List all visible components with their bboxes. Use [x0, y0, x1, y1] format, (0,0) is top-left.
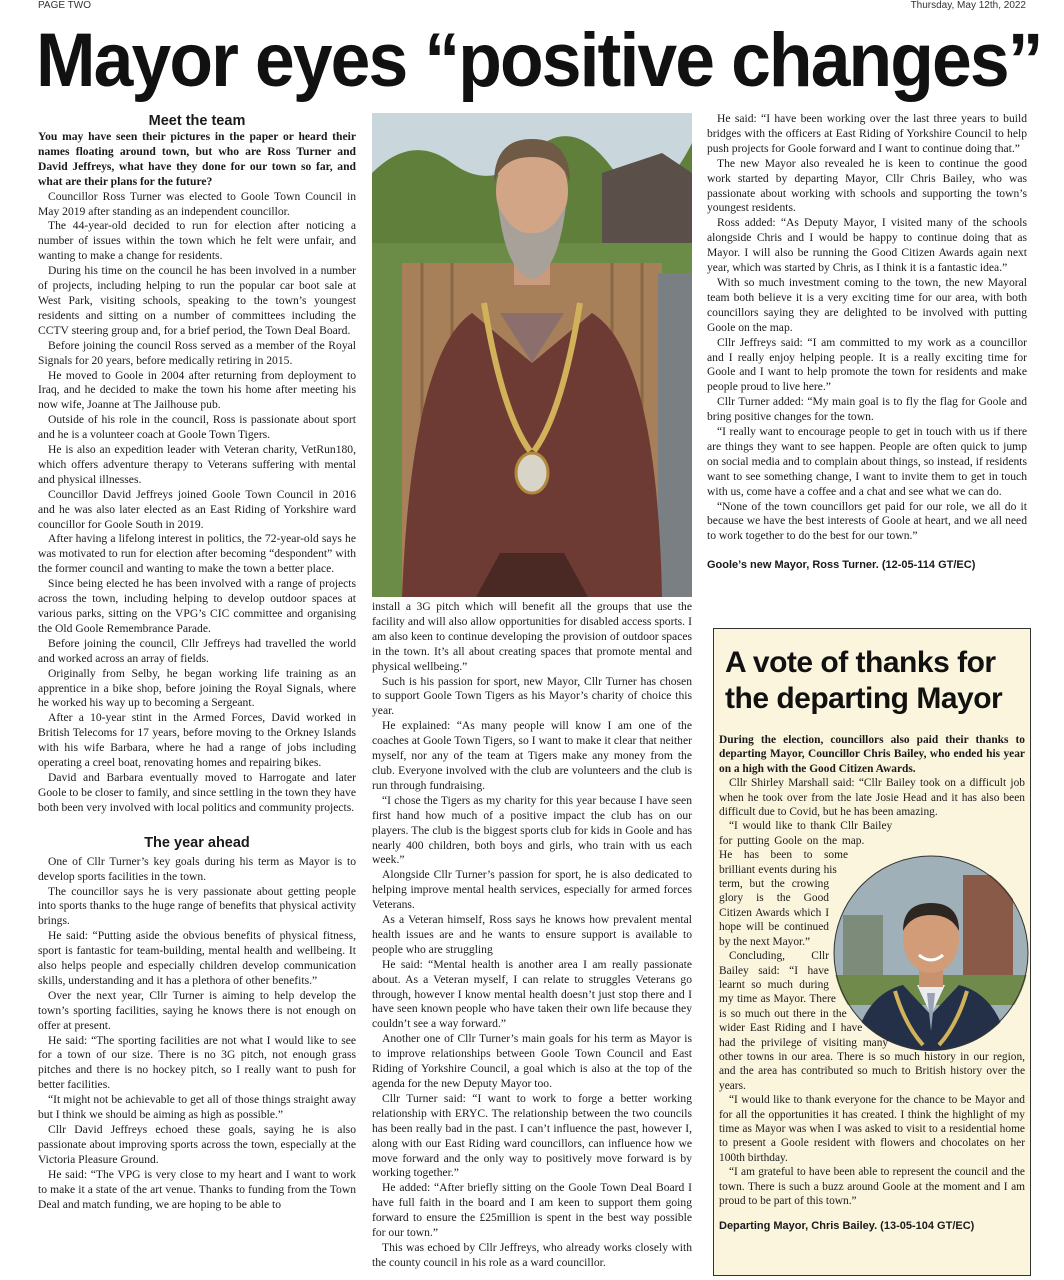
paragraph: “I really want to encourage people to get in touch with us if there are things they want to see happen. People are often quick to jump on social media and to complain about things, so instead, if residents want to see something change, I want to invite them to get in touch with us, come have a coffee and a chat and see what we can do. [707, 425, 1027, 498]
mayor-ross-turner-photo [372, 113, 692, 597]
box-photo-caption: Departing Mayor, Chris Bailey. (13-05-104 GT/EC) [719, 1220, 975, 1233]
paragraph: With so much investment coming to the town, the new Mayoral team both believe it is a very exciting time for our area, with both councillors saying they are delighted to be involved with putting Goole on the map. [707, 275, 1027, 334]
paragraph: He said: “The VPG is very close to my heart and I want to work to make it a state of the art venue. Thanks to funding from the Town Deal and match funding, we are hoping to be able to [38, 1167, 356, 1211]
departing-mayor-portrait-illustration [833, 855, 1029, 1051]
chris-bailey-photo [833, 855, 1029, 1051]
mayor-portrait-illustration [372, 113, 692, 597]
paragraph: Alongside Cllr Turner’s passion for sport, he is also dedicated to helping improve mental health services, especially for armed forces Veterans. [372, 868, 692, 912]
paragraph: This was echoed by Cllr Jeffreys, who already works closely with the county council in his role as a ward councillor. [372, 1240, 692, 1269]
paragraph: He added: “After briefly sitting on the Goole Town Deal Board I have full faith in the board and I am keen to support them going forward to ensure the £25million is spent in the best way possible for our town.” [372, 1181, 692, 1240]
paragraph: Concluding, Cllr Bailey said: “I have learnt so much during my time as Mayor. There is so much out there in the wider East Riding and I have had the privilege of visiting many other towns in our area. There is so much history in our region, and the area has contributed so much to British history over the years. [719, 950, 1025, 1092]
paragraph: After having a lifelong interest in politics, the 72-year-old says he was motivated to run for election after becoming “despondent” with the former council and wanting to make the town a better place. [38, 532, 356, 576]
vote-of-thanks-box [713, 628, 1031, 1276]
paragraph: After a 10-year stint in the Armed Forces, David worked in British Telecoms for 17 years, before moving to the Orkney Islands with his wife Barbara, where he had a range of jobs including operating a creel boat, renovating homes and repairing bikes. [38, 711, 356, 770]
paragraph: During his time on the council he has been involved in a number of projects, including helping to run the popular car boot sale at West Park, visiting schools, speaking to the town’s youngest residents and sitting on a number of committees including the CCTV steering group and, for a brief period, the Town Deal Board. [38, 264, 356, 337]
paragraph: The councillor says he is very passionate about getting people into sports thanks to the huge range of benefits that physical activity brings. [38, 884, 356, 928]
paragraph: Since being elected he has been involved with a range of projects across the town, including helping to develop outdoor spaces at various parks, sitting on the VPG’s CIC committee and organising the Old Goole Remembrance Parade. [38, 577, 356, 635]
box-body [719, 733, 1025, 1208]
box-headline [725, 645, 1025, 717]
paragraph: He said: “Mental health is another area I am really passionate about. As a Veteran myself, I can relate to struggles Veterans go through, however I know mental health doesn’t just stop there and I have seen known people who have taken their own life because they couldn’t see a way forward.” [372, 957, 692, 1031]
paragraph: David and Barbara eventually moved to Harrogate and later Goole to be closer to family, and since settling in the town they have both been very involved with local politics and community projects. [38, 770, 356, 814]
paragraph: He explained: “As many people will know I am one of the coaches at Goole Town Tigers, so I want to make it clear that neither myself, nor any of the team at Tigers make any money from the club. Everyone involved with the club are volunteers and the club is run through fundraising. [372, 719, 692, 792]
paragraph: Cllr Jeffreys said: “I am committed to my work as a councillor and I really enjoy helping people. It is a really exciting time for Goole and I want to help promote the town for residents and make people proud to live here.” [707, 335, 1027, 394]
paragraph: Before joining the council Ross served as a member of the Royal Signals for 20 years, before medically retiring in 2015. [38, 338, 356, 367]
main-photo-caption: Goole’s new Mayor, Ross Turner. (12-05-114 GT/EC) [707, 559, 976, 572]
paragraph: Cllr David Jeffreys echoed these goals, saying he is also passionate about improving sports across the town, especially at the Victoria Pleasure Ground. [38, 1123, 356, 1166]
paragraph: He is also an expedition leader with Veteran charity, VetRun180, which offers adventure therapy to Veterans suffering with mental and physical illnesses. [38, 443, 356, 486]
page-label: PAGE TWO [38, 0, 91, 11]
paragraph: Councillor David Jeffreys joined Goole Town Council in 2016 and he was also later elected as an East Riding of Yorkshire ward councillor for Goole South in 2019. [38, 487, 356, 531]
column-right [707, 112, 1027, 573]
box-standfirst: During the election, councillors also paid their thanks to departing Mayor, Councillor Chris Bailey, who ended his year on a high with the Good Citizen Awards. [719, 734, 1025, 775]
paragraph: “I am grateful to have been able to represent the council and the town. There is such a buzz around Goole at the moment and I am proud to be part of this town.” [719, 1166, 1025, 1207]
paragraph: Cllr Turner said: “I want to work to forge a better working relationship with ERYC. The relationship between the two councils has been really bad in the past. I can’t influence the past, however I, along with our East Riding ward councillors, can influence how we move forward and the only way to positively move forward is by working together.” [372, 1091, 692, 1180]
paragraph: As a Veteran himself, Ross says he knows how prevalent mental health issues are and he wants to ensure support is available to people who are struggling [372, 913, 692, 956]
paragraph: Ross added: “As Deputy Mayor, I visited many of the schools alongside Chris and I would be happy to continue doing that as Mayor. I will also be running the Good Citizen Awards again next year, which was started by Chris, as I think it is a fantastic idea.” [707, 216, 1027, 275]
paragraph: Such is his passion for sport, new Mayor, Cllr Turner has chosen to support Goole Town Tigers as his Mayor’s charity of choice this year. [372, 674, 692, 718]
paragraph: The 44-year-old decided to run for election after noticing a number of issues within the town which he felt were unfair, and wanting to make a change for residents. [38, 219, 356, 263]
paragraph: He said: “I have been working over the last three years to build bridges with the officers at East Riding of Yorkshire Council to help push projects for Goole forward and I want to continue doing that.” [707, 112, 1027, 155]
subheading-year-ahead: The year ahead [144, 834, 250, 851]
paragraph: Cllr Shirley Marshall said: “Cllr Bailey took on a difficult job when he took over from the late Josie Head and it has also been difficult due to Covid, but he has been amazing. [719, 777, 1025, 819]
paragraph: The new Mayor also revealed he is keen to continue the good work started by departing Mayor, Cllr Chris Bailey, who was passionate about working with schools and supporting the town’s youngest residents. [707, 156, 1027, 215]
column-middle [372, 600, 692, 1271]
paragraph: “None of the town councillors get paid for our role, we all do it because we have the best interests of Goole at heart, and we all need to work together to do the best for our town.” [707, 499, 1027, 543]
paragraph: Over the next year, Cllr Turner is aiming to help develop the town’s sporting facilities, saying he knows there is not enough on offer at present. [38, 988, 356, 1032]
standfirst: You may have seen their pictures in the paper or heard their names floating around town, but who are Ross Turner and David Jeffreys, what have they done for our town so far, and what are their plans for the future? [38, 130, 356, 188]
paragraph: Originally from Selby, he began working life training as an apprentice in a bike shop, before joining the Royal Signals, where he worked his way up to becoming a Sergeant. [38, 666, 356, 710]
paragraph: “It might not be achievable to get all of those things straight away but I think we should be aiming as high as possible.” [38, 1093, 356, 1122]
headline: Mayor eyes “positive changes” [36, 18, 1042, 103]
paragraph: “I would like to thank everyone for the chance to be Mayor and for all the opportunities it has created. I think the highlight of my time as Mayor was when I was asked to visit to a residential home to present a Goole resident with flowers and chocolates on her 100th birthday. [719, 1094, 1025, 1164]
paragraph: He said: “The sporting facilities are not what I would like to see for a town of our size. There is no 3G pitch, not enough grass pitches and there is no hockey pitch, so I really want to push for better facilities. [38, 1033, 356, 1092]
paragraph: Outside of his role in the council, Ross is passionate about sport and he is a volunteer coach at Goole Town Tigers. [38, 413, 356, 442]
paragraph: Councillor Ross Turner was elected to Goole Town Council in May 2019 after standing as an independent councillor. [38, 189, 356, 218]
paragraph: He said: “Putting aside the obvious benefits of physical fitness, sport is fantastic for team-building, mental health and wellbeing. It also helps people and especially children develop communication skills, understanding and it has a plethora of other benefits.” [38, 929, 356, 987]
paragraph: Before joining the council, Cllr Jeffreys had travelled the world and worked across an array of fields. [38, 636, 356, 665]
paragraph: “I would like to thank Cllr Bailey for putting Goole on the map. He has been to some brilliant events during his term, but the crowing glory is the Good Citizen Awards which I hope will be continued by the next Mayor.” [719, 820, 893, 948]
issue-date: Thursday, May 12th, 2022 [910, 0, 1026, 11]
box-headline-line-1: A vote of thanks for [725, 646, 996, 679]
paragraph: Another one of Cllr Turner’s main goals for his term as Mayor is to improve relationships between Goole Town Council and East Riding of Yorkshire Council, a goal which is also at the top of the agenda for the new Deputy Mayor too. [372, 1032, 692, 1090]
subheading-meet-the-team: Meet the team [148, 113, 246, 129]
paragraph: install a 3G pitch which will benefit all the groups that use the facility and will also allow opportunities for disabled access sports. I am also keen to continue developing the provision of outdoor spaces in the town. It’s all about creating spaces that promote mental and physical wellbeing.” [372, 600, 692, 673]
paragraph: Cllr Turner added: “My main goal is to fly the flag for Goole and bring positive changes for the town. [707, 395, 1027, 424]
column-meet-the-team [38, 112, 356, 1212]
paragraph: “I chose the Tigers as my charity for this year because I have seen first hand how much of a positive impact the club has on our players. The club is the biggest sports club for kids in Goole and has nearly 400 children, both boys and girls, who train with us each week.” [372, 793, 692, 867]
folio-bar [38, 0, 1026, 12]
paragraph: He moved to Goole in 2004 after returning from deployment to Iraq, and he decided to make the town his home after meeting his now wife, Joanne at The Jailhouse pub. [38, 368, 356, 412]
paragraph: One of Cllr Turner’s key goals during his term as Mayor is to develop sports facilities in the town. [38, 854, 356, 883]
box-headline-line-2: the departing Mayor [725, 682, 1003, 715]
